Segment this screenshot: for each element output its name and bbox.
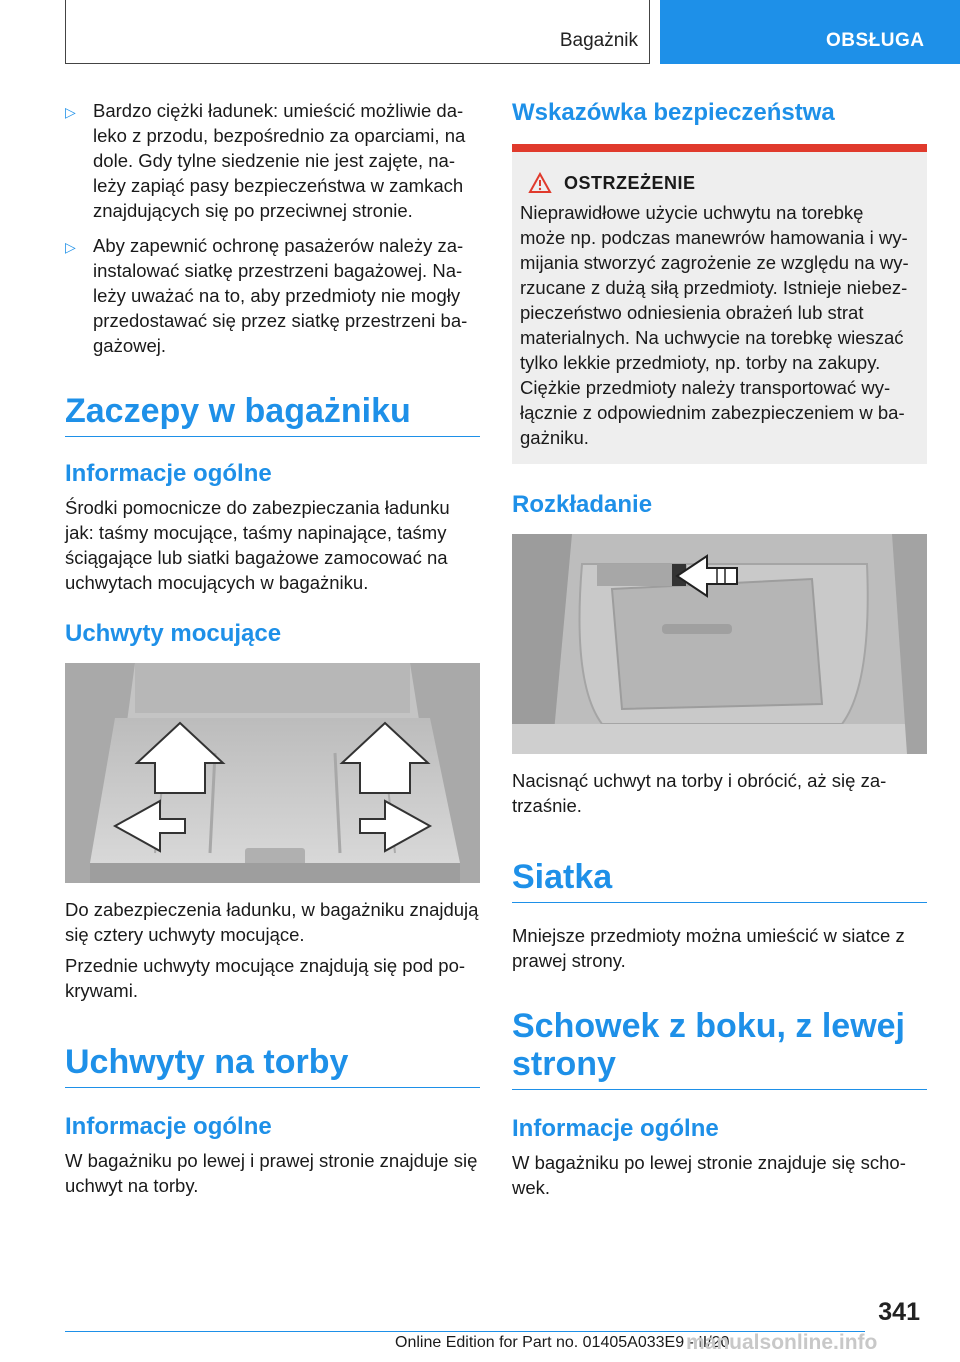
warning-bar [512,144,927,152]
paragraph-bag-hooks-info: W bagażniku po lewej i prawej stronie znajduje się uchwyt na torby. [65,1150,478,1196]
warning-header [528,172,913,194]
heading-net: Siatka [512,858,927,903]
header-section-title: Bagażnik [559,30,638,51]
heading-bag-hooks: Uchwyty na torby [65,1043,480,1088]
paragraph-net: Mniejsze przedmioty można umieścić w siatce z prawej strony. [512,925,905,971]
warning-block [512,144,927,464]
bag-hook-illustration [512,534,927,754]
header-chapter-tab[interactable]: OBSŁUGA [660,0,960,64]
heading-unfolding: Rozkładanie [512,491,653,518]
bullet-text: Aby zapewnić ochronę pasażerów należy zainstalować siatkę przestrzeni bagażowej. Należy uważać na to, aby przedmioty nie mogły przedostawać się przez siatkę przestrzeni bagażowej. [93,235,468,356]
heading-tie-down-anchors: Uchwyty mocujące [65,620,282,647]
footer-edition: Online Edition for Part no. 01405A033E9 - II/20 [395,1334,730,1351]
bullet-triangle-icon: ▷ [65,239,76,255]
paragraph-compartment-info: W bagażniku po lewej stronie znajduje się schowek. [512,1152,906,1198]
heading-safety-note: Wskazówka bezpieczeństwa [512,99,835,126]
bag-hook-image [512,534,927,754]
warning-box [512,152,927,464]
bullet-triangle-icon: ▷ [65,104,76,120]
paragraph-anchors-count: Do zabezpieczenia ładunku, w bagażniku znajdują się cztery uchwyty mocujące. [65,899,479,945]
bullet-item [65,98,480,223]
right-column [512,98,927,1206]
paragraph-unfolding: Nacisnąć uchwyt na torby i obrócić, aż się zatrzaśnie. [512,770,887,816]
warning-text: Nieprawidłowe użycie uchwytu na torebkę może np. podczas manewrów hamowania i wymijania stworzyć zagrożenie ze względu na wyrzucane z dużą siłą przedmioty. Istnieje niebezpieczeństwo odniesienia obrażeń lub strat materialnych. Na uchwycie na torebkę wieszać tylko lekkie przedmioty, np. torby na zakupy. Ciężkie przedmioty należy transportować wyłącznie z odpowiednim zabezpieczeniem w bagażniku. [520,202,909,448]
paragraph-front-anchors: Przednie uchwyty mocujące znajdują się pod pokrywami. [65,955,466,1001]
paragraph-general-info: Środki pomocnicze do zabezpieczania ładunku jak: taśmy mocujące, taśmy napinające, taśmy ściągające lub siatki bagażowe zamocować na uchwytach mocujących w bagażniku. [65,497,450,593]
footer-watermark: manualsonline.info [686,1331,878,1354]
warning-triangle-icon [528,172,552,194]
heading-general-info: Informacje ogólne [65,1113,272,1140]
heading-general-info: Informacje ogólne [65,460,272,487]
left-column [65,98,480,1204]
bullet-text: Bardzo ciężki ładunek: umieścić możliwie daleko z przodu, bezpośrednio za oparciami, na dole. Gdy tylne siedzenie nie jest zajęte, należy zapiąć pasy bezpieczeństwa w zamkach znajdujących się po przeciwnej stronie. [93,100,466,221]
heading-anchors-section: Zaczepy w bagażniku [65,392,480,437]
cargo-floor-anchors-image [65,663,480,883]
heading-side-compartment: Schowek z boku, z lewej strony [512,1007,927,1090]
cargo-floor-illustration [65,663,480,883]
bullet-item [65,233,480,358]
warning-label: OSTRZEŻENIE [564,172,696,193]
page-number: 341 [878,1298,920,1326]
heading-general-info: Informacje ogólne [512,1115,719,1142]
